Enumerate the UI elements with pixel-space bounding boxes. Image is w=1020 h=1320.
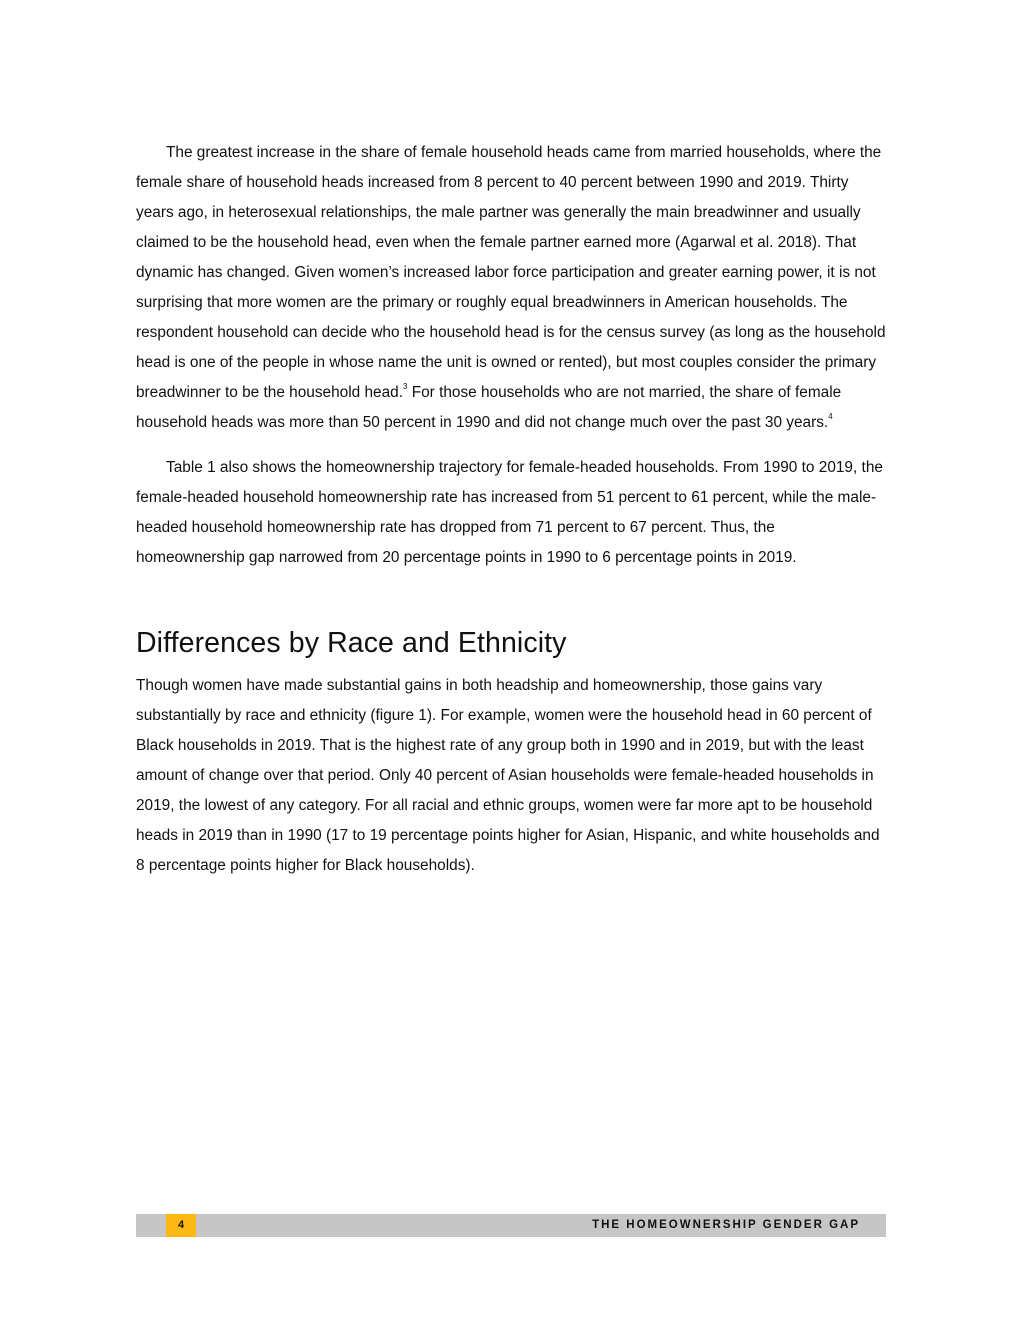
footer-bar [136, 1214, 886, 1237]
footer-document-title: THE HOMEOWNERSHIP GENDER GAP [592, 1219, 860, 1231]
paragraph-1-text-b: For those households who are not married, the share of female household heads was more than 50 percent in 1990 and did not change much over the past 30 years. [136, 384, 842, 431]
page-number-badge: 4 [166, 1214, 196, 1237]
paragraph-1-text-a: The greatest increase in the share of female household heads came from married households, where the female share of household heads increased from 8 percent to 40 percent between 1990 and 2019. Thirty years ago, in heterosexual relationships, the male partner was generally the main breadwinner and usually claimed to be the household head, even when the female partner earned more (Agarwal et al. 2018). That dynamic has changed. Given women’s increased labor force participation and greater earning power, it is not surprising that more women are the primary or roughly equal breadwinners in American households. The respondent household can decide who the household head is for the census survey (as long as the household head is one of the people in whose name the unit is owned or rented), but most couples consider the primary breadwinner to be the household head. [136, 144, 886, 401]
footnote-ref-4[interactable]: 4 [828, 411, 833, 421]
footnote-ref-3[interactable]: 3 [402, 381, 408, 391]
page-content [136, 138, 886, 881]
body-paragraph-2: Table 1 also shows the homeownership trajectory for female-headed households. From 1990 to 2019, the female-headed household homeownership rate has increased from 51 percent to 61 percent, while the male-headed household homeownership rate has dropped from 71 percent to 67 percent. Thus, the homeownership gap narrowed from 20 percentage points in 1990 to 6 percentage points in 2019. [136, 459, 883, 566]
body-paragraph-3: Though women have made substantial gains in both headship and homeownership, those gains vary substantially by race and ethnicity (figure 1). For example, women were the household head in 60 percent of Black households in 2019. That is the highest rate of any group both in 1990 and in 2019, but with the least amount of change over that period. Only 40 percent of Asian households were female-headed households in 2019, the lowest of any category. For all racial and ethnic groups, women were far more apt to be household heads in 2019 than in 1990 (17 to 19 percentage points higher for Asian, Hispanic, and white households and 8 percentage points higher for Black households). [136, 677, 880, 874]
section-heading: Differences by Race and Ethnicity [136, 627, 567, 659]
body-paragraph-1 [136, 138, 886, 438]
